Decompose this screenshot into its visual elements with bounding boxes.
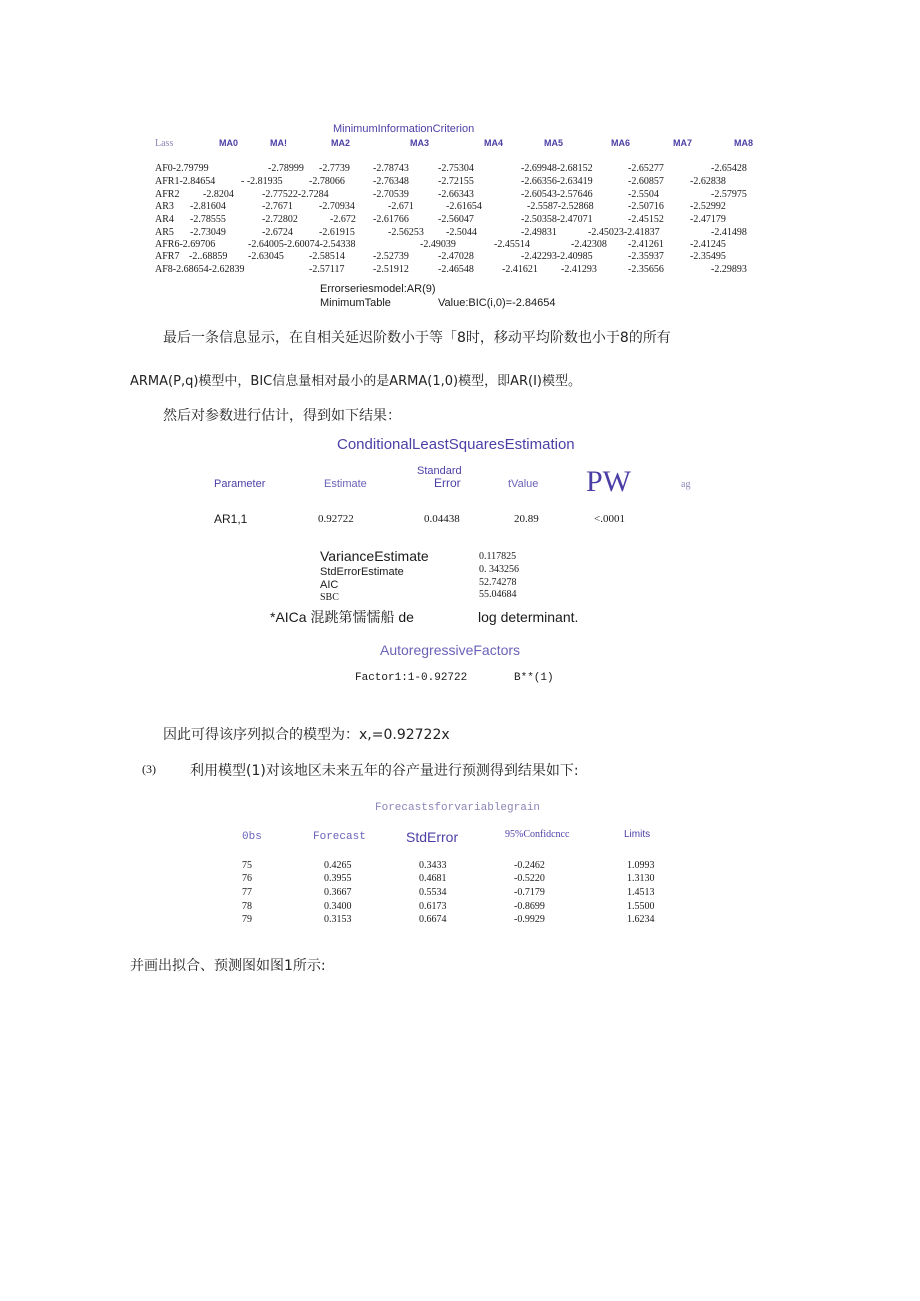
mic-title: MinimumInformationCriterion <box>333 123 475 135</box>
item-3-number: (3) <box>142 762 156 776</box>
mic-row-4-cell: -2.56047 <box>438 214 474 225</box>
paragraph-figure-ref: 并画出拟合、预测图如图1所示: <box>130 958 326 974</box>
mic-row-1-cell: -2.78066 <box>309 176 345 187</box>
cls-header-ag: ag <box>681 479 691 490</box>
cls-header-error: Error <box>434 476 461 490</box>
forecast-cell-lower: -0.9929 <box>514 914 545 925</box>
forecast-cell-forecast: 0.3667 <box>324 887 352 898</box>
mic-row-1-cell: -2.72155 <box>438 176 474 187</box>
cls-header-pw: PW <box>586 465 631 498</box>
stat-variance-estimate-value: 0.117825 <box>479 551 517 562</box>
stat-aic-value: 52.74278 <box>479 577 517 588</box>
stat-variance-estimate-label: VarianceEstimate <box>320 548 429 564</box>
mic-row-8-label: AF8-2.68654-2.62839 <box>155 264 245 275</box>
mic-header-ma6: MA6 <box>611 138 631 148</box>
mic-row-5-cell: -2.5044 <box>446 227 477 238</box>
mic-header-ma2: MA2 <box>331 138 351 148</box>
paragraph-model: 因此可得该序列拟合的模型为：x,=0.92722x <box>163 727 450 743</box>
mic-row-2-cell: -2.8204 <box>203 189 234 200</box>
mic-row-7-cell: -2.52739 <box>373 251 409 262</box>
paragraph-line-2: ARMA(P,q)模型中，BIC信息量相对最小的是ARMA(1,0)模型，即AR(I)模型。 <box>130 374 581 389</box>
forecast-cell-upper: 1.3130 <box>627 873 655 884</box>
mic-row-5-cell: -2.45023-2.41837 <box>588 227 660 238</box>
stat-sbc-label: SBC <box>320 592 339 603</box>
paragraph-estimation-intro: 然后对参数进行估计，得到如下结果： <box>163 408 401 424</box>
aic-note-left: *AICa 混跳第懦懦船 de <box>270 609 414 625</box>
arf-title: AutoregressiveFactors <box>380 642 521 658</box>
item-3-text: 利用模型(1)对该地区未来五年的谷产量进行预测得到结果如下: <box>190 763 579 779</box>
mic-row-0-cell: -2.7739 <box>319 163 350 174</box>
mic-row-6-cell: -2.41261 <box>628 239 664 250</box>
mic-row-6-cell: -2.41245 <box>690 239 726 250</box>
stat-aic-label: AIC <box>320 579 339 591</box>
arf-factor-tail: B**(1) <box>514 672 554 684</box>
mic-row-2-cell: -2.60543-2.57646 <box>521 189 593 200</box>
mic-header-ma8: MA8 <box>734 138 754 148</box>
forecast-cell-forecast: 0.3153 <box>324 914 352 925</box>
mic-header-ma7: MA7 <box>673 138 693 148</box>
mic-row-7-label: AFR7 <box>155 251 180 262</box>
mic-row-3-cell: -2.61654 <box>446 201 482 212</box>
cls-row-estimate: 0.92722 <box>318 513 354 525</box>
mic-row-6-label: AFR6-2.69706 <box>155 239 216 250</box>
cls-title: ConditionalLeastSquaresEstimation <box>337 436 575 453</box>
forecast-header-obs: 0bs <box>242 831 262 843</box>
mic-row-8-cell: -2.41621 <box>502 264 538 275</box>
mic-row-1-label: AFR1-2.84654 <box>155 176 216 187</box>
mic-row-6-cell: -2.49039 <box>420 239 456 250</box>
mic-row-1-cell: -2.60857 <box>628 176 664 187</box>
forecast-cell-upper: 1.5500 <box>627 901 655 912</box>
forecast-cell-obs: 79 <box>242 914 252 925</box>
mic-row-4-cell: -2.50358-2.47071 <box>521 214 593 225</box>
arf-factor: Factor1:1-0.92722 <box>355 672 468 684</box>
forecast-cell-obs: 78 <box>242 901 252 912</box>
mic-row-8-cell: -2.41293 <box>561 264 597 275</box>
mic-row-7-cell: -2.47028 <box>438 251 474 262</box>
mic-header-ma0: MA0 <box>219 138 239 148</box>
mic-row-6-cell: -2.45514 <box>494 239 530 250</box>
mic-row-0-cell: -2.65428 <box>711 163 747 174</box>
forecast-cell-stderror: 0.3433 <box>419 860 447 871</box>
mic-row-2-cell: -2.57975 <box>711 189 747 200</box>
mic-row-1-cell: -2.76348 <box>373 176 409 187</box>
mic-row-1-cell: - -2.81935 <box>241 176 283 187</box>
minimum-table-value: Value:BIC(i,0)=-2.84654 <box>438 297 556 309</box>
mic-row-2-cell: -2.70539 <box>373 189 409 200</box>
error-series-model: Errorseriesmodel:AR(9) <box>320 283 436 295</box>
cls-row-tvalue: 20.89 <box>514 513 539 525</box>
forecast-cell-stderror: 0.5534 <box>419 887 447 898</box>
mic-row-5-label: AR5 <box>155 227 174 238</box>
mic-row-8-cell: -2.35656 <box>628 264 664 275</box>
mic-row-2-cell: -2.77522-2.7284 <box>262 189 329 200</box>
mic-row-8-cell: -2.46548 <box>438 264 474 275</box>
mic-row-0-cell: -2.78999 <box>268 163 304 174</box>
mic-row-3-cell: -2.5587-2.52868 <box>527 201 594 212</box>
mic-row-6-cell: -2.42308 <box>571 239 607 250</box>
forecast-title: Forecastsforvariablegrain <box>375 802 541 814</box>
forecast-cell-obs: 76 <box>242 873 252 884</box>
mic-row-3-cell: -2.50716 <box>628 201 664 212</box>
mic-row-5-cell: -2.49831 <box>521 227 557 238</box>
forecast-cell-forecast: 0.4265 <box>324 860 352 871</box>
forecast-header-stderror: StdError <box>406 829 459 845</box>
stat-stderror-estimate-value: 0. 343256 <box>479 564 519 575</box>
mic-row-4-cell: -2.61766 <box>373 214 409 225</box>
mic-row-4-cell: -2.45152 <box>628 214 664 225</box>
mic-row-8-cell: -2.51912 <box>373 264 409 275</box>
mic-row-5-cell: -2.73049 <box>190 227 226 238</box>
mic-header-ma1: MA! <box>270 138 287 148</box>
forecast-cell-upper: 1.6234 <box>627 914 655 925</box>
mic-row-0-cell: -2.78743 <box>373 163 409 174</box>
aic-note-right: log determinant. <box>478 609 579 625</box>
forecast-header-confidence: 95%Confidcncc <box>505 829 570 840</box>
forecast-cell-forecast: 0.3400 <box>324 901 352 912</box>
cls-header-estimate: Estimate <box>324 478 367 490</box>
mic-row-8-cell: -2.29893 <box>711 264 747 275</box>
cls-row-stderr: 0.04438 <box>424 513 460 525</box>
forecast-cell-upper: 1.4513 <box>627 887 655 898</box>
mic-row-3-cell: -2.7671 <box>262 201 293 212</box>
mic-row-7-cell: -2.35495 <box>690 251 726 262</box>
mic-row-6-cell: -2.64005-2.60074-2.54338 <box>248 239 356 250</box>
mic-row-3-label: AR3 <box>155 201 174 212</box>
mic-row-3-cell: -2.52992 <box>690 201 726 212</box>
mic-row-8-cell: -2.57117 <box>309 264 345 275</box>
mic-row-4-cell: -2.72802 <box>262 214 298 225</box>
forecast-cell-stderror: 0.6674 <box>419 914 447 925</box>
mic-row-5-cell: -2.56253 <box>388 227 424 238</box>
paragraph-line-1: 最后一条信息显示，在自相关延迟阶数小于等「8时，移动平均阶数也小于8的所有 <box>163 330 671 346</box>
forecast-header-forecast: Forecast <box>313 831 366 843</box>
mic-header-ma5: MA5 <box>544 138 564 148</box>
mic-row-7-cell: -2.58514 <box>309 251 345 262</box>
cls-header-parameter: Parameter <box>214 478 266 490</box>
mic-row-3-cell: -2.70934 <box>319 201 355 212</box>
mic-row-0-label: AF0-2.79799 <box>155 163 209 174</box>
cls-header-standard: Standard <box>417 465 462 477</box>
mic-row-4-cell: -2.672 <box>330 214 356 225</box>
mic-row-7-cell: -2.63045 <box>248 251 284 262</box>
mic-row-4-label: AR4 <box>155 214 174 225</box>
cls-header-tvalue: tValue <box>508 478 539 490</box>
stat-stderror-estimate-label: StdErrorEstimate <box>320 566 404 578</box>
mic-row-1-cell: -2.66356-2.63419 <box>521 176 593 187</box>
minimum-table-label: MinimumTable <box>320 297 391 309</box>
mic-row-2-label: AFR2 <box>155 189 180 200</box>
mic-row-5-cell: -2.6724 <box>262 227 293 238</box>
forecast-cell-lower: -0.8699 <box>514 901 545 912</box>
forecast-cell-obs: 75 <box>242 860 252 871</box>
forecast-cell-stderror: 0.4681 <box>419 873 447 884</box>
forecast-cell-lower: -0.5220 <box>514 873 545 884</box>
mic-row-4-cell: -2.47179 <box>690 214 726 225</box>
forecast-cell-forecast: 0.3955 <box>324 873 352 884</box>
mic-row-0-cell: -2.65277 <box>628 163 664 174</box>
mic-row-4-cell: -2.78555 <box>190 214 226 225</box>
mic-header-ma3: MA3 <box>410 138 430 148</box>
cls-row-parameter: AR1,1 <box>214 512 248 526</box>
mic-row-1-cell: -2.62838 <box>690 176 726 187</box>
cls-row-p: <.0001 <box>594 513 625 525</box>
forecast-cell-lower: -0.7179 <box>514 887 545 898</box>
forecast-cell-stderror: 0.6173 <box>419 901 447 912</box>
forecast-header-limits: Limits <box>624 829 651 840</box>
mic-row-0-cell: -2.75304 <box>438 163 474 174</box>
mic-row-7-cell: -2.42293-2.40985 <box>521 251 593 262</box>
stat-sbc-value: 55.04684 <box>479 589 517 600</box>
mic-row-2-cell: -2.66343 <box>438 189 474 200</box>
forecast-cell-upper: 1.0993 <box>627 860 655 871</box>
mic-row-7-cell: -2.35937 <box>628 251 664 262</box>
forecast-cell-lower: -0.2462 <box>514 860 545 871</box>
mic-row-5-cell: -2.41498 <box>711 227 747 238</box>
mic-corner-label: Lass <box>155 138 174 149</box>
mic-row-5-cell: -2.61915 <box>319 227 355 238</box>
mic-header-ma4: MA4 <box>484 138 504 148</box>
mic-row-3-cell: -2.671 <box>388 201 414 212</box>
mic-row-3-cell: -2.81604 <box>190 201 226 212</box>
mic-row-2-cell: -2.5504 <box>628 189 659 200</box>
forecast-cell-obs: 77 <box>242 887 252 898</box>
mic-row-7-cell: -2..68859 <box>189 251 228 262</box>
mic-row-0-cell: -2.69948-2.68152 <box>521 163 593 174</box>
